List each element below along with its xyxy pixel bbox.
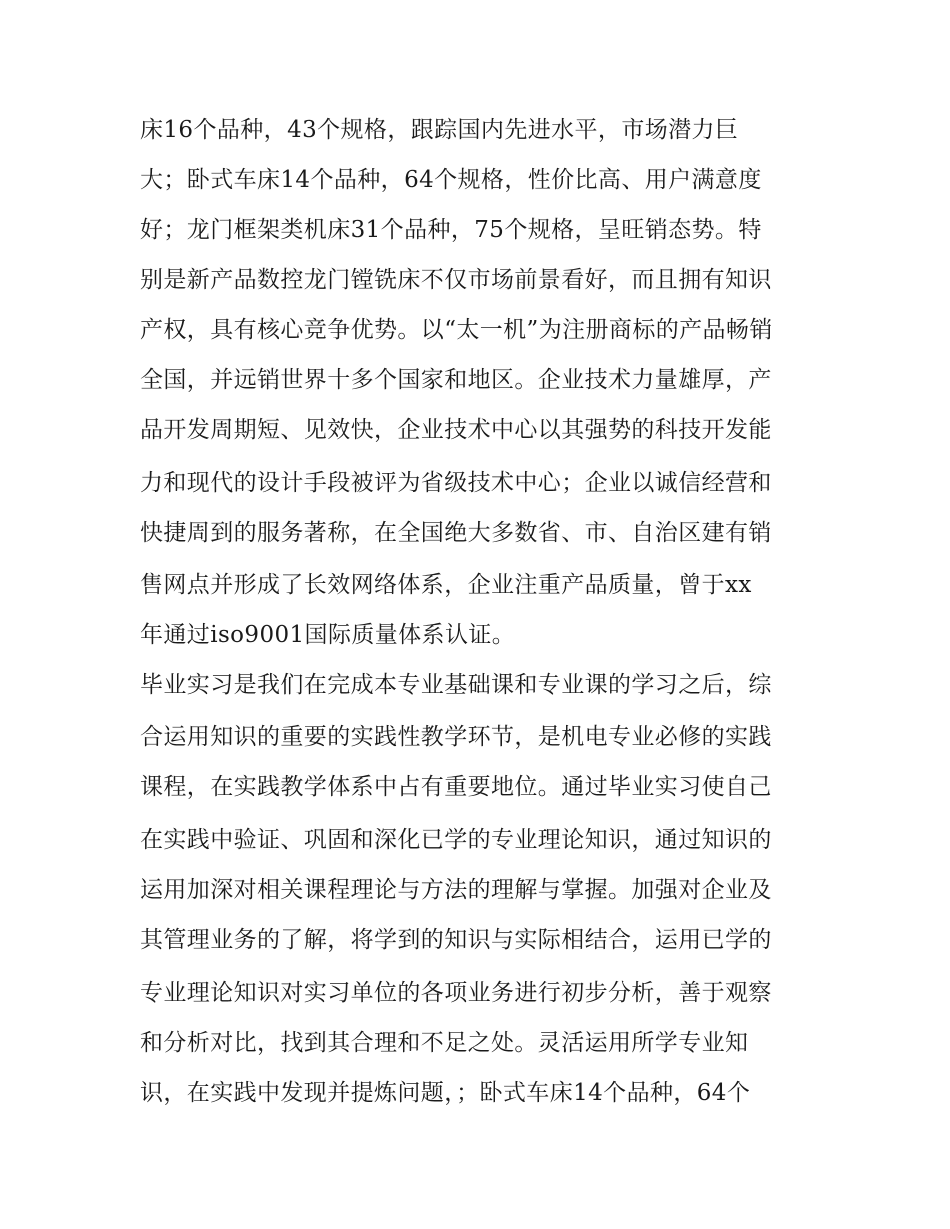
- text-line: 在实践中验证、巩固和深化已学的专业理论知识，通过知识的: [140, 827, 772, 853]
- text-line: 快捷周到的服务著称，在全国绝大多数省、市、自治区建有销: [140, 520, 772, 546]
- text-line: 识，在实践中发现并提炼问题，；卧式车床14个品种，64个: [140, 1080, 751, 1106]
- text-line: 别是新产品数控龙门镗铣床不仅市场前景看好，而且拥有知识: [140, 267, 772, 293]
- text-line: 大；卧式车床14个品种，64个规格，性价比高、用户满意度: [140, 167, 762, 193]
- text-line: 力和现代的设计手段被评为省级技术中心；企业以诚信经营和: [140, 470, 772, 496]
- text-line: 专业理论知识对实习单位的各项业务进行初步分析，善于观察: [140, 980, 772, 1006]
- text-line: 课程，在实践教学体系中占有重要地位。通过毕业实习使自己: [140, 774, 772, 800]
- text-line: 年通过iso9001国际质量体系认证。: [140, 622, 516, 648]
- text-line: 全国，并远销世界十多个国家和地区。企业技术力量雄厚，产: [140, 367, 772, 393]
- text-line: 其管理业务的了解，将学到的知识与实际相结合，运用已学的: [140, 927, 772, 953]
- text-line: 床16个品种，43个规格，跟踪国内先进水平，市场潜力巨: [140, 117, 739, 143]
- text-line: 好；龙门框架类机床31个品种，75个规格，呈旺销态势。特: [140, 217, 762, 243]
- text-line: 售网点并形成了长效网络体系，企业注重产品质量，曾于xx: [140, 572, 752, 598]
- text-line: 品开发周期短、见效快，企业技术中心以其强势的科技开发能: [140, 417, 772, 443]
- text-line: 毕业实习是我们在完成本专业基础课和专业课的学习之后，综: [140, 672, 772, 698]
- text-line: 合运用知识的重要的实践性教学环节，是机电专业必修的实践: [140, 724, 772, 750]
- text-line: 产权，具有核心竞争优势。以“太一机”为注册商标的产品畅销: [140, 317, 773, 343]
- text-line: 和分析对比，找到其合理和不足之处。灵活运用所学专业知: [140, 1030, 749, 1056]
- text-line: 运用加深对相关课程理论与方法的理解与掌握。加强对企业及: [140, 877, 772, 903]
